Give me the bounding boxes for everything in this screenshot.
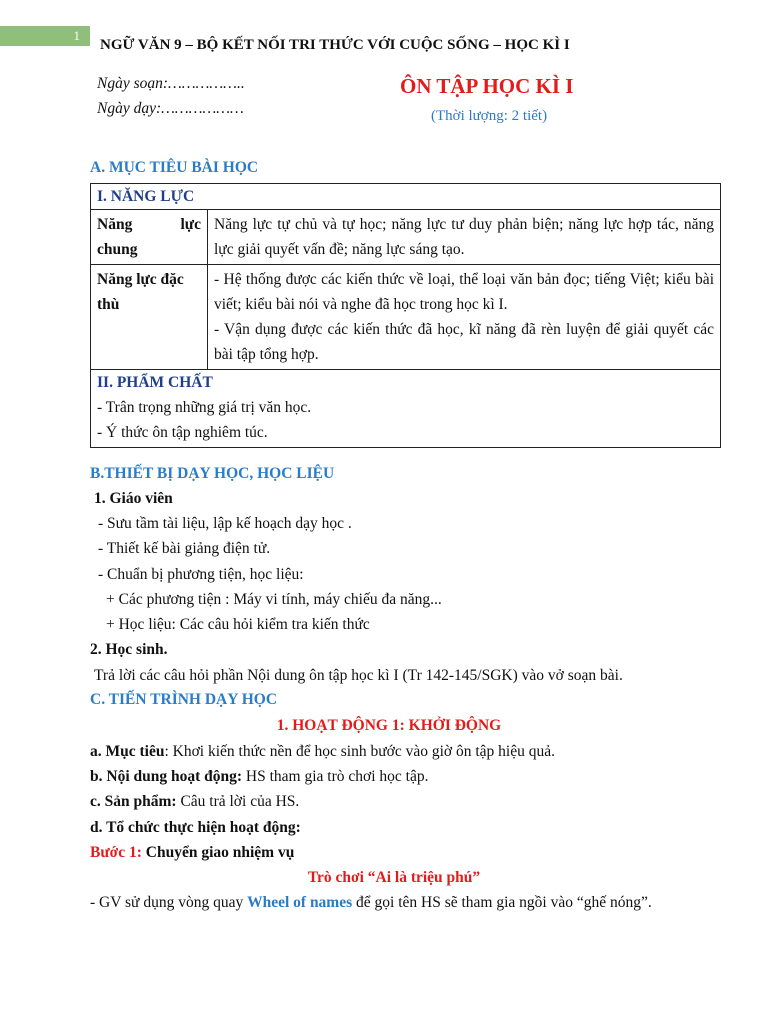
section-c-heading: C. TIẾN TRÌNH DẠY HỌC (90, 691, 278, 708)
san-pham-line (90, 793, 299, 811)
ngay-day: Ngày dạy:……………… (97, 100, 244, 117)
giao-vien-item-1: - Sưu tầm tài liệu, lập kế hoạch dạy học . (98, 515, 352, 532)
pham-chat-item-2: - Ý thức ôn tập nghiêm túc. (97, 424, 268, 441)
hoc-sinh-item-1: Trả lời các câu hỏi phần Nội dung ôn tập học kì I (Tr 142-145/SGK) vào vở soạn bài. (94, 667, 623, 684)
row1-label-c: chung (97, 241, 138, 258)
tro-choi-title: Trò chơi “Ai là triệu phú” (307, 869, 481, 886)
section-b-heading: B.THIẾT BỊ DẠY HỌC, HỌC LIỆU (90, 465, 335, 482)
noi-dung-label: b. Nội dung hoạt động: (90, 768, 243, 785)
muc-tieu-label-a: a (90, 743, 98, 760)
gv-line-pre: - GV sử dụng vòng quay (90, 894, 248, 911)
objectives-table (90, 183, 721, 448)
page-subtitle: (Thời lượng: 2 tiết) (431, 108, 548, 124)
wheel-of-names-link[interactable]: Wheel of names (247, 894, 353, 911)
muc-tieu-line (90, 743, 555, 761)
muc-tieu-label-b: . Mục tiêu (97, 743, 165, 760)
pham-chat-heading: II. PHẨM CHẤT (97, 374, 213, 391)
pham-chat-item-1: - Trân trọng những giá trị văn học. (97, 399, 312, 416)
giao-vien-heading: 1. Giáo viên (94, 490, 173, 507)
ngay-soan: Ngày soạn:…………….. (97, 75, 245, 92)
row2-label-a: Năng lực đặc (97, 271, 184, 288)
to-chuc-heading: d. Tổ chức thực hiện hoạt động: (90, 819, 301, 836)
noi-dung-text: HS tham gia trò chơi học tập. (242, 768, 429, 785)
gv-line-post: để gọi tên HS sẽ tham gia ngồi vào “ghế nóng”. (352, 894, 652, 911)
giao-vien-item-3: - Chuẩn bị phương tiện, học liệu: (98, 566, 304, 583)
row1-label (91, 210, 208, 265)
row1-label-a: Năng (97, 216, 133, 233)
row1-text: Năng lực tự chủ và tự học; năng lực tư duy phản biện; năng lực hợp tác, năng lực giải quyết vấn đề; năng lực sáng tạo. (208, 210, 721, 265)
nang-luc-heading: I. NĂNG LỰC (97, 188, 195, 205)
row2-label (91, 265, 208, 370)
giao-vien-item-4: + Các phương tiện : Máy vi tính, máy chiếu đa năng... (106, 591, 442, 608)
noi-dung-line (90, 768, 428, 786)
row2-text (208, 265, 721, 370)
buoc-1-text: Chuyển giao nhiệm vụ (141, 844, 295, 861)
giao-vien-item-5: + Học liệu: Các câu hỏi kiểm tra kiến thức (106, 616, 370, 633)
muc-tieu-text: : Khơi kiến thức nền để học sinh bước vào giờ ôn tập hiệu quả. (164, 743, 555, 760)
hoc-sinh-heading: 2. Học sinh. (90, 641, 168, 658)
row2-text-2: - Vận dụng được các kiến thức đã học, kĩ năng đã rèn luyện để giải quyết các bài tập tổng hợp. (214, 321, 714, 363)
san-pham-label: c. Sản phẩm: (90, 793, 177, 810)
hoat-dong-1-heading: 1. HOẠT ĐỘNG 1: KHỞI ĐỘNG (276, 717, 502, 734)
page-number: 1 (0, 26, 90, 46)
san-pham-text: Câu trả lời của HS. (176, 793, 300, 810)
document-header: NGỮ VĂN 9 – BỘ KẾT NỐI TRI THỨC VỚI CUỘC SỐNG – HỌC KÌ I (100, 37, 570, 53)
buoc-1-label: Bước 1: (90, 844, 142, 861)
page-title: ÔN TẬP HỌC KÌ I (400, 74, 574, 98)
section-a-heading: A. MỤC TIÊU BÀI HỌC (90, 159, 259, 176)
buoc-1-line (90, 844, 294, 862)
giao-vien-item-2: - Thiết kế bài giảng điện tử. (98, 540, 271, 557)
row2-label-b: thù (97, 296, 120, 313)
row1-label-b: lực (180, 216, 201, 233)
gv-line (90, 894, 652, 912)
row2-text-1: - Hệ thống được các kiến thức về loại, thể loại văn bản đọc; tiếng Việt; kiểu bài viết; kiểu bài nói và nghe đã học trong học kì I. (214, 271, 714, 313)
